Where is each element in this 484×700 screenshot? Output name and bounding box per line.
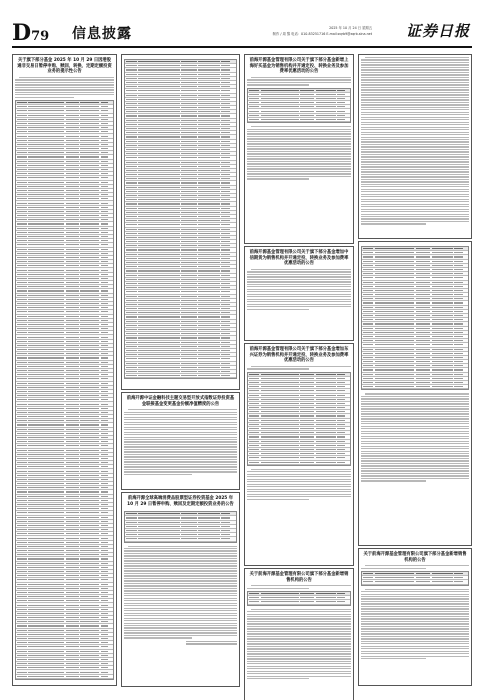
table-row xyxy=(362,580,468,584)
article-haomai-sales xyxy=(244,54,354,244)
article-new-sales-agency-b xyxy=(358,548,472,686)
article-body xyxy=(247,469,351,500)
article-title: 前海开源基金管理有限公司关于旗下部分基金增加东兴证券为销售机构并开通定投、转换业务及参加费率优惠活动的公告 xyxy=(249,347,349,364)
article-new-sales-agency-a xyxy=(244,568,354,700)
article-citic-futures-continued xyxy=(358,241,472,546)
article-nav-precision xyxy=(121,392,240,490)
newspaper-logo: 证券日报 xyxy=(405,22,470,40)
fund-table xyxy=(124,59,237,379)
table-row xyxy=(248,461,350,465)
article-title: 前海开源基金管理有限公司关于旗下部分基金增加中信期货为销售机构并开通定投、转换业务及参加费率优惠活动的公告 xyxy=(249,250,349,267)
article-body xyxy=(124,546,237,639)
table-row xyxy=(362,385,468,389)
article-citic-futures-sales xyxy=(244,246,354,341)
column-1 xyxy=(12,54,117,686)
article-body xyxy=(361,565,469,569)
section-title: 信息披露 xyxy=(72,26,132,42)
article-body xyxy=(124,409,237,475)
fund-table xyxy=(247,591,351,606)
article-title: 前海开源中证金融科技主题交易型开放式指数证券投资基金联接基金变更基金份额净值精度的公告 xyxy=(126,396,235,407)
article-title: 前海开源全球高端消费品股票型证券投资基金 2025 年 10 月 29 日暂停申购、赎回及定期定额投资业务的公告 xyxy=(127,496,234,507)
article-body xyxy=(361,589,469,660)
table-row xyxy=(248,118,350,122)
date-line: 2025 年 10 月 24 日 星期五 xyxy=(329,26,372,30)
table-row xyxy=(125,374,236,378)
fund-table xyxy=(361,246,469,390)
table-row xyxy=(16,675,113,679)
fund-table xyxy=(361,571,469,586)
article-dongxing-sales xyxy=(244,343,354,566)
article-body xyxy=(247,77,351,86)
article-body xyxy=(361,57,469,225)
article-body xyxy=(361,393,469,481)
fund-table xyxy=(247,372,351,466)
article-title: 关于前海开源基金管理有限公司旗下部分基金新增销售机构的公告 xyxy=(249,572,349,583)
masthead xyxy=(12,8,472,46)
article-haomai-continued xyxy=(358,54,472,239)
page-number-digits: 79 xyxy=(31,29,50,44)
column-2 xyxy=(121,54,240,687)
article-fund-table-continued xyxy=(121,54,240,390)
masthead-rule xyxy=(12,46,472,48)
article-body xyxy=(247,585,351,589)
article-global-consumer-suspension xyxy=(121,492,240,687)
info-table xyxy=(124,511,237,542)
column-4 xyxy=(358,54,472,686)
contact-line: 制作 / 周 黎 电话：010-83251716 E-mail:zqrb9@zqrb.sina.net xyxy=(272,32,372,36)
page-number xyxy=(12,20,49,46)
article-body xyxy=(247,609,351,680)
signature xyxy=(186,641,237,645)
article-body xyxy=(15,77,114,98)
article-title: 前海开源基金管理有限公司关于旗下部分基金新增上海好买基金为销售机构并开通定投、转换业务及参加费率优惠活动的公告 xyxy=(249,58,349,75)
article-title: 关于旗下部分基金 2025 年 10 月 29 日因港股通非交易日暂停申购、赎回、转换、定期定额投资业务的提示性公告 xyxy=(17,58,112,75)
page-letter: D xyxy=(12,20,32,46)
article-suspension-notice xyxy=(12,54,117,686)
table-row xyxy=(125,537,236,541)
fund-table xyxy=(15,100,114,680)
article-body xyxy=(247,126,351,179)
article-title: 关于前海开源基金管理有限公司旗下部分基金新增销售机构的公告 xyxy=(363,552,467,563)
column-3 xyxy=(244,54,354,700)
table-row xyxy=(248,600,350,604)
article-body xyxy=(247,366,351,370)
article-body xyxy=(247,269,351,310)
fund-table xyxy=(247,88,351,124)
